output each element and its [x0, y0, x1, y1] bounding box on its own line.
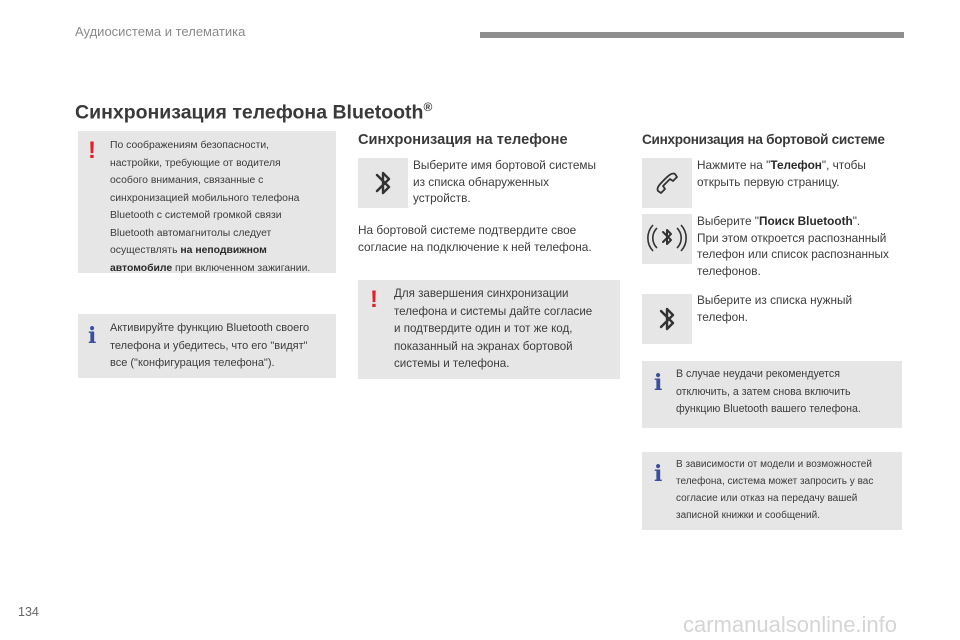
info-text — [676, 456, 900, 524]
text-line: телефона и убедитесь, что его "видят" — [110, 339, 308, 352]
registered-mark: ® — [423, 100, 433, 114]
info-icon: i — [654, 461, 663, 487]
text-line — [110, 242, 332, 260]
phone-step-1 — [413, 157, 618, 207]
text-line: синхронизацией мобильного телефона — [110, 192, 300, 204]
warning-icon: ! — [370, 286, 378, 313]
text-line: телефонов. — [697, 263, 761, 278]
text-line — [697, 157, 907, 174]
text-line: телефон или список распознанных — [697, 247, 889, 261]
text-run: осуществлять — [110, 245, 181, 256]
confirm-code-warning-box — [358, 280, 620, 379]
system-step-3 — [697, 292, 907, 325]
text-line: телефона и системы дайте согласие — [394, 304, 593, 318]
text-line: согласие или отказ на передачу вашей — [676, 493, 858, 504]
text-line: Для завершения синхронизации — [394, 287, 569, 300]
text-line: На бортовой системе подтвердите свое — [358, 223, 577, 237]
text-line: Активируйте функцию Bluetooth своего — [110, 322, 310, 334]
text-run: ", чтобы — [821, 158, 866, 172]
info-text — [676, 366, 900, 419]
text-line: отключить, а затем снова включить — [676, 385, 851, 398]
text-line: устройств. — [413, 191, 471, 205]
phone-sync-heading: Синхронизация на телефоне — [358, 132, 568, 148]
system-step-1 — [697, 157, 907, 190]
bluetooth-search-label: Поиск Bluetooth — [758, 214, 853, 228]
activate-bluetooth-info-box — [78, 314, 336, 378]
bold-text: автомобиле — [110, 262, 173, 274]
bold-text: на неподвижном — [180, 245, 267, 256]
text-line: все ("конфигурация телефона"). — [110, 357, 275, 369]
page-title-text: Синхронизация телефона Bluetooth — [75, 101, 424, 124]
text-line: и подтвердите один и тот же код, — [394, 322, 573, 335]
system-step-2 — [697, 213, 912, 279]
safety-warning-text — [110, 137, 332, 277]
text-line: В случае неудачи рекомендуется — [676, 368, 840, 380]
contacts-info-box — [642, 452, 902, 530]
info-icon: i — [88, 323, 97, 349]
warning-text — [394, 285, 618, 373]
header-bar — [480, 32, 904, 38]
section-title: Аудиосистема и телематика — [75, 24, 246, 39]
text-line: Bluetooth автомагнитолы следует — [110, 227, 272, 239]
text-line: При этом откроется распознанный — [697, 230, 887, 245]
text-line: телефона, система может запросить у вас — [676, 476, 874, 487]
text-line: из списка обнаруженных — [413, 174, 550, 189]
phone-handset-icon — [642, 158, 692, 208]
text-run: ". — [852, 214, 861, 228]
info-icon: i — [654, 370, 663, 396]
page-number: 134 — [18, 605, 39, 619]
text-line: записной книжки и сообщений. — [676, 510, 820, 521]
text-line: согласие на подключение к ней телефона. — [358, 239, 592, 254]
text-run: Нажмите на " — [697, 158, 771, 172]
system-sync-heading: Синхронизация на бортовой системе — [642, 132, 885, 147]
text-line: В зависимости от модели и возможностей — [676, 459, 872, 470]
text-line: По соображениям безопасности, — [110, 140, 270, 151]
text-line: системы и телефона. — [394, 357, 510, 370]
safety-warning-box — [78, 131, 336, 273]
text-line: Выберите имя бортовой системы — [413, 158, 596, 172]
text-line: функцию Bluetooth вашего телефона. — [676, 403, 861, 415]
text-line: показанный на экранах бортовой — [394, 339, 573, 353]
text-run: Выберите " — [697, 214, 759, 228]
text-line — [697, 213, 912, 230]
text-line: открыть первую страницу. — [697, 174, 840, 189]
text-line: настройки, требующие от водителя — [110, 157, 281, 169]
warning-icon: ! — [88, 137, 96, 164]
watermark: carmanualsonline.info — [683, 612, 898, 637]
phone-menu-label: Телефон — [770, 158, 822, 172]
text-run: при включенном зажигании. — [172, 262, 311, 274]
phone-step-2 — [358, 222, 620, 255]
text-line: особого внимания, связанные с — [110, 175, 264, 186]
text-line: Bluetooth с системой громкой связи — [110, 210, 282, 221]
bluetooth-icon — [642, 294, 692, 344]
page-title — [75, 100, 432, 125]
text-line: телефон. — [697, 309, 748, 324]
bluetooth-search-icon — [642, 214, 692, 264]
bluetooth-icon — [358, 158, 408, 208]
retry-info-box — [642, 361, 902, 428]
info-text — [110, 320, 334, 373]
text-line — [110, 260, 332, 278]
text-line: Выберите из списка нужный — [697, 293, 853, 307]
